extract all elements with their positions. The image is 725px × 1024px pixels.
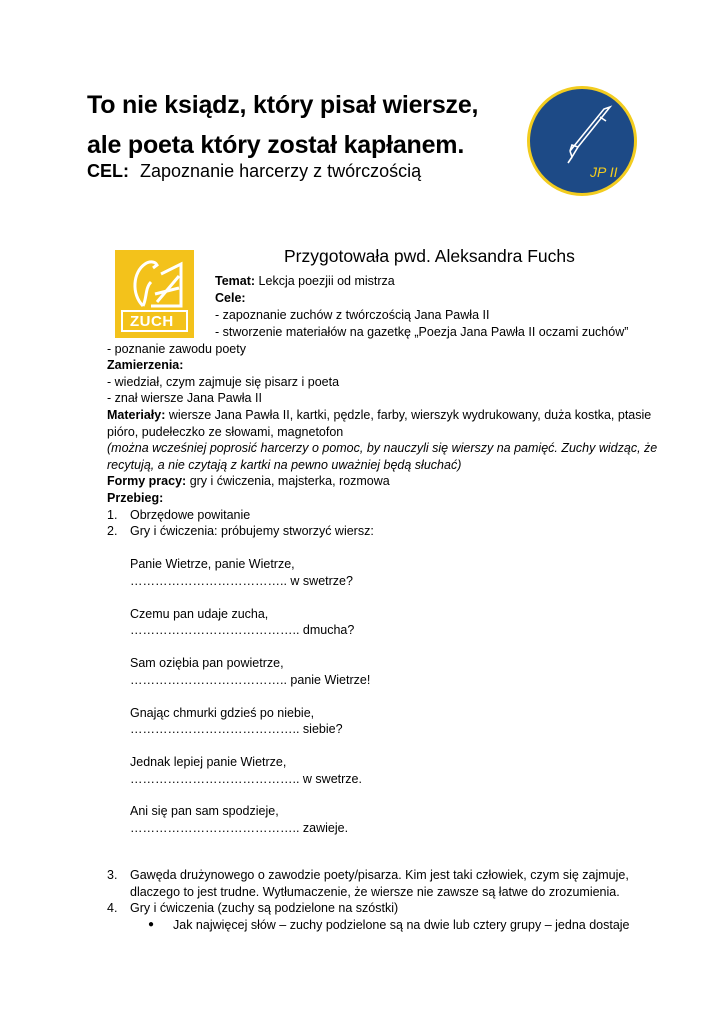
cele-item: - zapoznanie zuchów z twórczością Jana Pawła II (215, 308, 490, 322)
step-text: Gawęda drużynowego o zawodzie poety/pisarza. Kim jest taki człowiek, czym się zajmuje, (130, 868, 629, 882)
poem-line: Ani się pan sam spodzieje, (130, 804, 279, 818)
przebieg-label: Przebieg: (107, 491, 164, 505)
zamierzenia-label: Zamierzenia: (107, 358, 184, 372)
formy-text: gry i ćwiczenia, majsterka, rozmowa (189, 474, 390, 488)
step-number: 3. (107, 868, 118, 882)
poem-line: Panie Wietrze, panie Wietrze, (130, 557, 295, 571)
cele-label: Cele: (215, 291, 246, 305)
bullet-text: Jak najwięcej słów – zuchy podzielone są na dwie lub cztery grupy – jedna dostaje (173, 918, 630, 932)
materialy-label: Materiały: (107, 408, 166, 422)
poem-line: Sam oziębia pan powietrze, (130, 656, 284, 670)
note-line-1: (można wcześniej poprosić harcerzy o pomoc, by nauczyli się wierszy na pamięć. Zuchy widząc, że (107, 441, 658, 455)
materialy-text: wiersze Jana Pawła II, kartki, pędzle, farby, wierszyk wydrukowany, duża kostka, ptasie (168, 408, 652, 422)
step-text: Gry i ćwiczenia (zuchy są podzielone na szóstki) (130, 901, 399, 915)
jp2-badge (527, 86, 637, 196)
badge-label: JP II (590, 164, 618, 180)
poem-blank-line: ………………………………….. dmucha? (130, 623, 355, 637)
poem-line: Gnając chmurki gdzieś po niebie, (130, 706, 315, 720)
poem-blank-line: ………………………………….. w swetrze. (130, 772, 362, 786)
poem-blank-line: ……………………………….. w swetrze? (130, 574, 353, 588)
step-number: 4. (107, 901, 118, 915)
step-text: Obrzędowe powitanie (130, 508, 251, 522)
zamierzenia-item: - znał wiersze Jana Pawła II (107, 391, 262, 405)
zuch-text: ZUCH (130, 313, 174, 330)
step-text: Gry i ćwiczenia: próbujemy stworzyć wiersz: (130, 524, 374, 538)
temat-line (215, 273, 395, 290)
temat-label: Temat: (215, 274, 256, 288)
cele-item: - stworzenie materiałów na gazetkę „Poezja Jana Pawła II oczami zuchów” (215, 325, 629, 339)
temat-text: Lekcja poezjii od mistrza (258, 274, 395, 288)
title-line-2: ale poeta który został kapłanem. (87, 131, 465, 159)
poem-line: Czemu pan udaje zucha, (130, 607, 269, 621)
fountain-pen-icon (550, 101, 620, 171)
goal-label: CEL: (87, 161, 129, 181)
goal-text: Zapoznanie harcerzy z twórczością (140, 161, 422, 181)
zamierzenia-item: - wiedział, czym zajmuje się pisarz i poeta (107, 375, 340, 389)
materialy-line-2: pióro, pudełeczko ze słowami, magnetofon (107, 425, 344, 439)
poem-blank-line: ……………………………….. panie Wietrze! (130, 673, 371, 687)
goal-line (87, 161, 421, 182)
step-number: 2. (107, 524, 118, 538)
author-line: Przygotowała pwd. Aleksandra Fuchs (284, 246, 575, 266)
eagle-emblem-icon (121, 254, 187, 312)
poem-blank-line: ………………………………….. zawieje. (130, 821, 349, 835)
cele-item: - poznanie zawodu poety (107, 342, 246, 356)
zuch-logo (115, 250, 194, 338)
formy-label: Formy pracy: (107, 474, 187, 488)
poem-line: Jednak lepiej panie Wietrze, (130, 755, 287, 769)
step-number: 1. (107, 508, 118, 522)
materialy-line-1 (107, 407, 651, 424)
step-text: dlaczego to jest trudne. Wytłumaczenie, że wiersze nie zawsze są łatwe do zrozumienia. (130, 885, 620, 899)
title-line-1: To nie ksiądz, który pisał wiersze, (87, 91, 479, 119)
bullet-icon: ● (148, 919, 155, 930)
formy-line (107, 473, 390, 490)
poem-blank-line: ………………………………….. siebie? (130, 722, 343, 736)
note-line-2: recytują, a nie czytają z kartki na pewno uważniej będą słuchać) (107, 458, 462, 472)
